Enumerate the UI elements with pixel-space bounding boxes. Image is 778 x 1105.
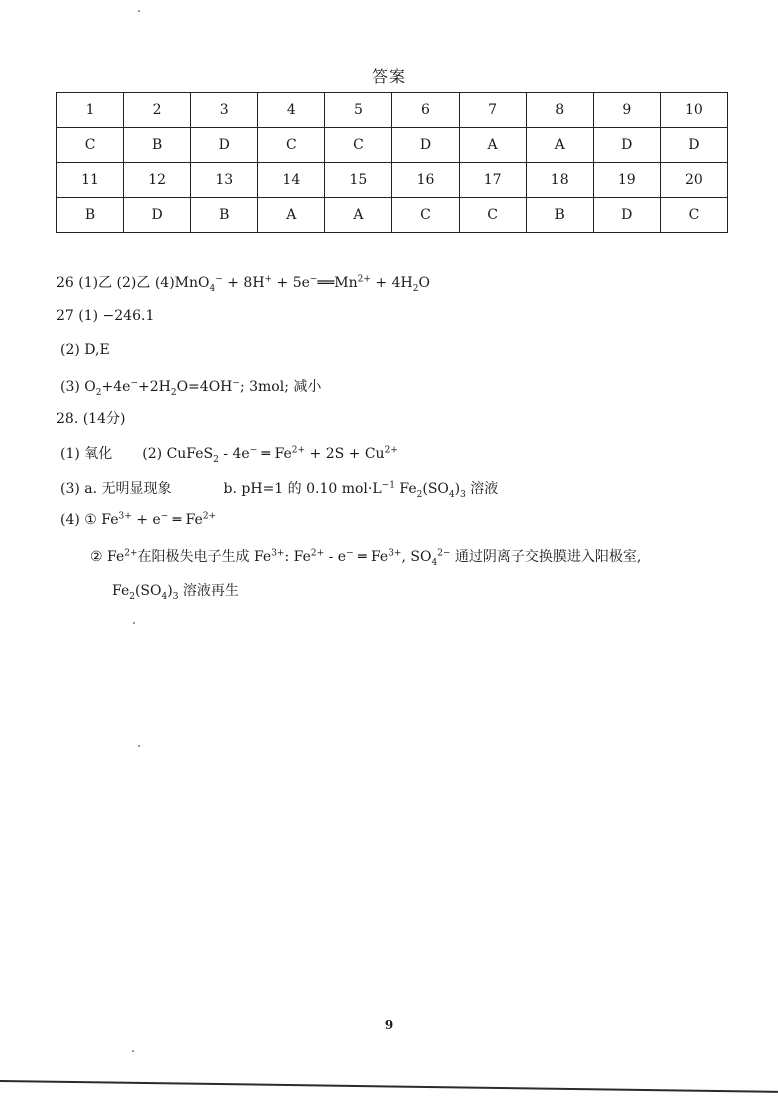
question-number-cell: 13 (191, 163, 258, 198)
question-number-cell: 17 (459, 163, 526, 198)
question-number-cell: 2 (124, 93, 191, 128)
question-number-cell: 5 (325, 93, 392, 128)
scan-speck (138, 745, 140, 747)
answer-cell: D (124, 198, 191, 233)
scan-speck (132, 1050, 134, 1052)
page-number: 9 (384, 1018, 394, 1032)
question-number-row (57, 163, 728, 198)
question-number-row (57, 93, 728, 128)
answer-cell: C (258, 128, 325, 163)
question-number-cell: 14 (258, 163, 325, 198)
question-number-cell: 8 (526, 93, 593, 128)
q28-heading: 28. (14分) (56, 411, 126, 427)
page-title: 答案 (371, 67, 406, 86)
answer-cell: C (325, 128, 392, 163)
answer-cell: D (392, 128, 459, 163)
q27-line-2: (2) D,E (60, 342, 110, 358)
answer-cell: A (459, 128, 526, 163)
answer-row (57, 128, 728, 163)
question-number-cell: 18 (526, 163, 593, 198)
q28-part-4-3: $Fe_2(SO_4)_3$ 溶液再生 (112, 583, 239, 602)
answer-cell: C (392, 198, 459, 233)
answer-cell: A (258, 198, 325, 233)
question-number-cell: 9 (593, 93, 660, 128)
question-number-cell: 19 (593, 163, 660, 198)
q27-line-1: 27 (1) −246.1 (56, 308, 155, 324)
question-number-cell: 15 (325, 163, 392, 198)
question-number-cell: 16 (392, 163, 459, 198)
answer-cell: B (191, 198, 258, 233)
question-number-cell: 1 (57, 93, 124, 128)
answer-cell: A (526, 128, 593, 163)
question-number-cell: 10 (660, 93, 727, 128)
answer-cell: B (526, 198, 593, 233)
question-number-cell: 4 (258, 93, 325, 128)
answer-cell: D (593, 128, 660, 163)
q27-line-3: (3) $O_2+4e^-+2H_2O=4OH^-$; 3mol; 减小 (60, 378, 322, 398)
question-number-cell: 12 (124, 163, 191, 198)
q28-part-3: (3) a. 无明显现象 b. pH=1 的 0.10 $mol\cdot L^{-1}$ $Fe_2(SO_4)_3$ 溶液 (60, 480, 499, 500)
question-number-cell: 6 (392, 93, 459, 128)
q26-line: 26 (1)乙 (2)乙 $(4)MnO_4^- + 8H^+ + 5e^-══Mn^{2+} + 4H_2O$ (56, 274, 430, 294)
scan-speck (138, 10, 140, 12)
answer-cell: D (593, 198, 660, 233)
scan-speck (133, 622, 135, 624)
answer-cell: C (459, 198, 526, 233)
question-number-cell: 7 (459, 93, 526, 128)
q28-part-1-2: (1) 氧化 (2) CuFeS$_2$ - 4e− ═ $Fe^{2+} + 2S + Cu^{2+}$ (60, 445, 398, 465)
question-number-cell: 20 (660, 163, 727, 198)
answer-cell: D (191, 128, 258, 163)
answer-table (56, 92, 728, 233)
answer-cell: C (57, 128, 124, 163)
answer-cell: B (124, 128, 191, 163)
answer-row (57, 198, 728, 233)
q28-part-4-1: (4) ① $Fe^{3+} + e^-$ ═ $Fe^{2+}$ (60, 511, 217, 528)
answer-cell: C (660, 198, 727, 233)
answer-cell: B (57, 198, 124, 233)
scan-edge-line (0, 1080, 778, 1093)
answer-cell: A (325, 198, 392, 233)
question-number-cell: 3 (191, 93, 258, 128)
answer-cell: D (660, 128, 727, 163)
question-number-cell: 11 (57, 163, 124, 198)
q28-part-4-2: ② $Fe^{2+}$在阳极失电子生成 $Fe^{3+}$: $Fe^{2+} - e^-$ ═ $Fe^{3+}$, $SO_4^{2-}$ 通过阴离子交换膜进入阳极室, (90, 548, 642, 568)
